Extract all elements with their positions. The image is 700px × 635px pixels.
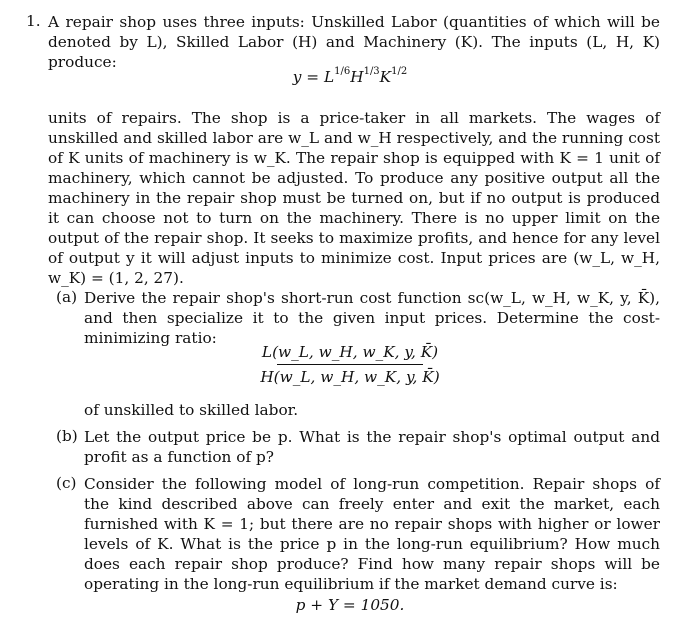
ratio-numerator: L(w_L, w_H, w_K, y, K̄) <box>261 343 439 361</box>
problem-body: units of repairs. The shop is a price-taker in all markets. The wages of unskilled and skilled labor are w_L and w_H respectively, and the running cost of K units of machinery is w_K. The repair shop is equipped with K = 1 unit of machinery, which cannot be adjusted. To produce any positive output all the machinery in the repair shop must be turned on, but if no output is produced it can choose not to turn on the machinery. There is no upper limit on the output of the repair shop. It seeks to maximize profits, and hence for any level of output y it will adjust inputs to minimize cost. Input prices are (w_L, w_H, w_K) = (1, 2, 27). <box>48 109 660 287</box>
production-lhs: y = L <box>292 68 335 87</box>
part-b-label: (b) <box>56 427 78 445</box>
part-c-text: Consider the following model of long-run competition. Repair shops of the kind described above can freely enter and exit the market, each furnished with K = 1; but there are no repair shops with higher or lower levels of K. What is the price p in the long-run equilibrium? How much does each repair shop produce? Find how many repair shops will be operating in the long-run equilibrium if the market demand curve is: <box>84 475 660 593</box>
production-function <box>0 68 700 86</box>
exponent-l: 1/6 <box>334 66 351 77</box>
problem-number: 1. <box>26 12 41 30</box>
production-h: H <box>350 68 364 87</box>
part-c-label: (c) <box>56 474 77 492</box>
fraction-bar <box>277 364 423 365</box>
part-a-label: (a) <box>56 288 78 306</box>
cost-minimizing-ratio <box>0 342 700 387</box>
ratio-denominator: H(w_L, w_H, w_K, y, K̄) <box>260 368 440 386</box>
problem-intro: A repair shop uses three inputs: Unskilled Labor (quantities of which will be denoted by L), Skilled Labor (H) and Machinery (K). The inputs (L, H, K) produce: <box>48 13 660 71</box>
part-a-text: Derive the repair shop's short-run cost function sc(w_L, w_H, w_K, y, K̄), and then specialize it to the given input prices. Determine the cost-minimizing ratio: <box>84 289 660 347</box>
exponent-k: 1/2 <box>391 66 408 77</box>
demand-curve: p + Y = 1050. <box>295 596 405 614</box>
production-k: K <box>379 68 392 87</box>
part-b-text: Let the output price be p. What is the repair shop's optimal output and profit as a function of p? <box>84 428 660 466</box>
exponent-h: 1/3 <box>363 66 380 77</box>
part-a-after: of unskilled to skilled labor. <box>84 401 299 419</box>
